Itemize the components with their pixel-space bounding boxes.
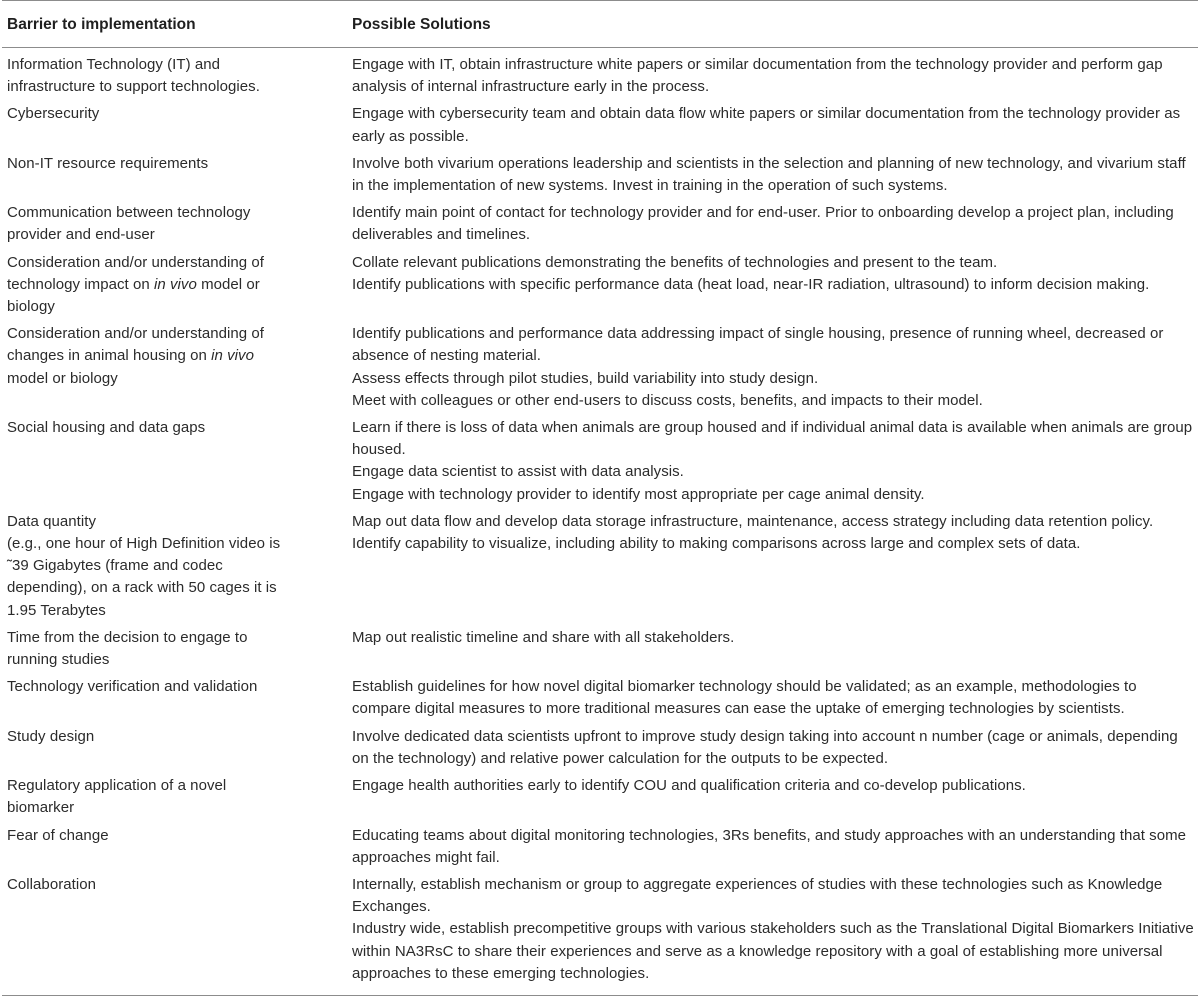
solution-line: Identify publications and performance data addressing impact of single housing, presence of running wheel, decreased or absence of nesting material. <box>352 325 1164 365</box>
solution-cell <box>347 625 1198 674</box>
table-row <box>2 773 1198 822</box>
solution-cell <box>347 724 1198 773</box>
barrier-text: model or biology <box>7 275 260 316</box>
solution-line: Engage with IT, obtain infrastructure white papers or similar documentation from the technology provider and perform gap analysis of internal infrastructure early in the process. <box>352 56 1163 96</box>
table-row <box>2 625 1198 674</box>
barrier-cell: Regulatory application of a novel biomarker <box>7 777 227 817</box>
solution-line: Engage health authorities early to identify COU and qualification criteria and co-develop publications. <box>352 777 1026 795</box>
solution-cell <box>347 773 1198 822</box>
solution-line: Involve both vivarium operations leadership and scientists in the selection and planning of new technology, and vivarium staff in the implementation of new systems. Invest in training in the operation of such systems. <box>352 154 1186 195</box>
table-row <box>2 321 1198 415</box>
table-row <box>2 415 1198 509</box>
barrier-text: Consideration and/or understanding of technology impact on <box>7 253 265 293</box>
solution-cell <box>347 200 1198 249</box>
table-row <box>2 101 1198 150</box>
barrier-cell: Time from the decision to engage to running studies <box>7 628 248 669</box>
barrier-line: (e.g., one hour of High Definition video is ˜39 Gigabytes (frame and codec depending), on a rack with 50 cages it is 1.95 Terabytes <box>7 535 281 619</box>
solution-line: Learn if there is loss of data when animals are group housed and if individual animal data is available when animals are group housed. <box>352 419 1193 459</box>
solution-line: Identify publications with specific performance data (heat load, near-IR radiation, ultrasound) to inform decision making. <box>352 275 1150 293</box>
barrier-cell: Information Technology (IT) and infrastructure to support technologies. <box>7 56 260 96</box>
solution-cell <box>347 250 1198 322</box>
table-row <box>2 200 1198 249</box>
header-solutions: Possible Solutions <box>347 1 1198 48</box>
solution-cell <box>347 151 1198 200</box>
barrier-cell: Study design <box>7 727 95 745</box>
solution-cell <box>347 48 1198 102</box>
table-row <box>2 250 1198 322</box>
barrier-cell: Collaboration <box>2 872 347 996</box>
solution-line: Industry wide, establish precompetitive groups with various stakeholders such as the Translational Digital Biomarkers Initiative within NA3RsC to share their experiences and serve as a knowledge repository with a goal of establishing more universal approaches to these emerging technologies. <box>352 920 1194 982</box>
table-row <box>2 674 1198 723</box>
table-row <box>2 151 1198 200</box>
barriers-solutions-table <box>2 0 1198 996</box>
solution-line: Engage with technology provider to identify most appropriate per cage animal density. <box>352 485 925 503</box>
barrier-text: model or biology <box>7 369 118 387</box>
barrier-cell: Social housing and data gaps <box>7 419 206 437</box>
barrier-cell: Non-IT resource requirements <box>7 154 209 172</box>
solution-line: Establish guidelines for how novel digital biomarker technology should be validated; as an example, methodologies to compare digital measures to more traditional measures can ease the uptake of emerging technologies by scientists. <box>352 678 1137 718</box>
barrier-cell <box>2 321 347 415</box>
barrier-italic: in vivo <box>153 275 197 293</box>
solution-line: Involve dedicated data scientists upfront to improve study design taking into account n number (cage or animals, depending on the technology) and relative power calculation for the outputs to be expected. <box>352 727 1178 767</box>
solution-line: Identify main point of contact for technology provider and for end-user. Prior to onboarding develop a project plan, including deliverables and timelines. <box>352 204 1174 244</box>
solution-line: Collate relevant publications demonstrating the benefits of technologies and present to the team. <box>352 253 998 271</box>
table-row <box>2 724 1198 773</box>
table-row <box>2 872 1198 996</box>
barrier-text: Consideration and/or understanding of changes in animal housing on <box>7 325 265 365</box>
barrier-cell: Communication between technology provider and end-user <box>7 204 251 244</box>
barrier-cell <box>2 509 347 625</box>
table-row <box>2 509 1198 625</box>
solution-cell <box>347 823 1198 872</box>
solution-cell <box>347 415 1198 509</box>
barrier-cell: Cybersecurity <box>7 105 100 123</box>
solution-cell <box>347 101 1198 150</box>
header-barrier: Barrier to implementation <box>2 1 347 48</box>
solution-cell <box>347 321 1198 415</box>
barrier-line: Data quantity <box>7 512 97 530</box>
header-row <box>2 1 1198 48</box>
barrier-cell: Fear of change <box>7 826 109 844</box>
solution-line: Meet with colleagues or other end-users to discuss costs, benefits, and impacts to their model. <box>352 391 983 409</box>
solution-line: Assess effects through pilot studies, build variability into study design. <box>352 369 819 387</box>
barrier-cell: Technology verification and validation <box>7 678 258 696</box>
solution-line: Engage data scientist to assist with data analysis. <box>352 463 684 481</box>
solution-cell <box>347 509 1198 625</box>
solution-line: Map out data flow and develop data storage infrastructure, maintenance, access strategy including data retention policy. Identify capability to visualize, including ability to making comparisons across large and complex sets of data. <box>352 512 1154 553</box>
solution-line: Engage with cybersecurity team and obtain data flow white papers or similar documentation from the technology provider as early as possible. <box>352 105 1181 145</box>
barrier-italic: in vivo <box>211 347 254 365</box>
solution-cell <box>347 674 1198 723</box>
solution-cell <box>347 872 1198 996</box>
solution-line: Internally, establish mechanism or group to aggregate experiences of studies with these technologies such as Knowledge Exchanges. <box>352 875 1163 916</box>
table-row <box>2 48 1198 102</box>
barrier-cell <box>2 250 347 322</box>
solution-line: Educating teams about digital monitoring technologies, 3Rs benefits, and study approaches with an understanding that some approaches might fail. <box>352 826 1187 866</box>
solution-line: Map out realistic timeline and share with all stakeholders. <box>352 628 735 646</box>
table-row <box>2 823 1198 872</box>
table-header <box>2 1 1198 48</box>
table-body <box>2 48 1198 996</box>
